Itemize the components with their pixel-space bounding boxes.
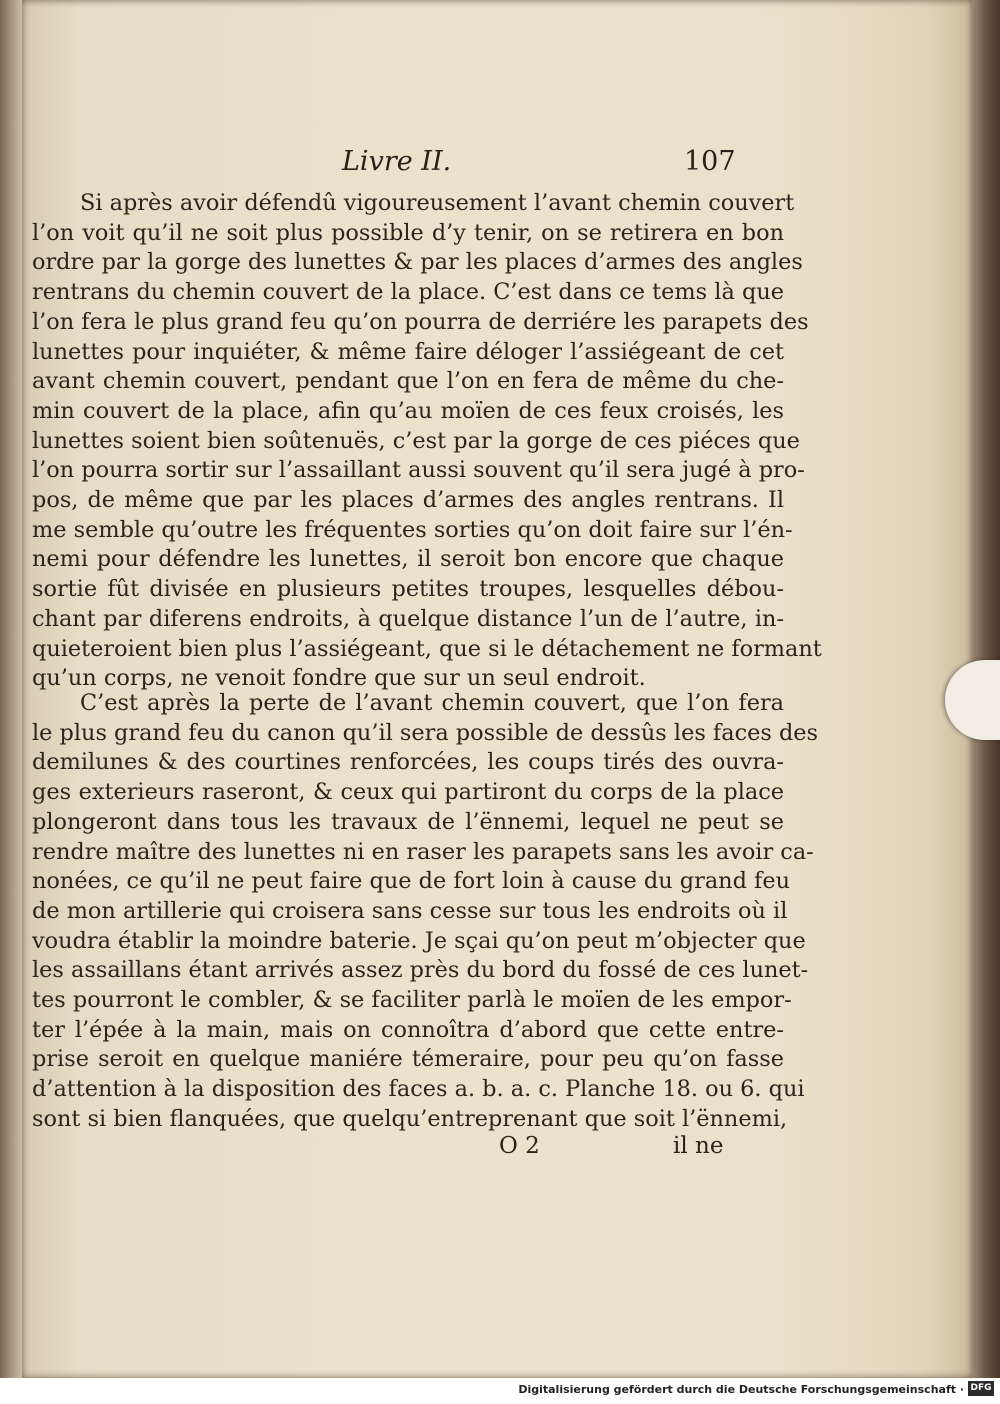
text-line: sont si bien flanquées, que quelqu’entreprenant que soit l’ënnemi, [32, 1105, 788, 1132]
text-line: prise seroit en quelque maniére témeraire, pour peu qu’on fasse [32, 1046, 784, 1073]
text-line: qu’un corps, ne venoit fondre que sur un seul endroit. [32, 665, 646, 692]
dfg-logo: DFG [968, 1381, 994, 1396]
text-line: nemi pour défendre les lunettes, il seroit bon encore que chaque [32, 546, 784, 573]
running-title: Livre II. [342, 146, 452, 177]
book-page [22, 0, 972, 1378]
text-line: C’est après la perte de l’avant chemin couvert, que l’on fera [80, 690, 784, 716]
text-line: lunettes soient bien soûtenuës, c’est par la gorge de ces piéces que [32, 427, 800, 454]
text-line: plongeront dans tous les travaux de l’ënnemi, lequel ne peut se [32, 808, 784, 835]
text-line: ter l’épée à la main, mais on connoîtra d’abord que cette entre- [32, 1016, 784, 1043]
text-line: Si après avoir défendû vigoureusement l’avant chemin couvert [80, 190, 795, 216]
page-foot-catchwords [22, 1133, 972, 1167]
text-line: voudra établir la moindre baterie. Je sçai qu’on peut m’objecter que [32, 927, 806, 954]
funding-credit: Digitalisierung gefördert durch die Deutsche Forschungsgemeinschaft · [518, 1383, 964, 1396]
text-line: lunettes pour inquiéter, & même faire déloger l’assiégeant de cet [32, 338, 784, 365]
text-line: demilunes & des courtines renforcées, les coups tirés des ouvra- [32, 749, 784, 776]
text-line: de mon artillerie qui croisera sans cesse sur tous les endroits où il [32, 897, 788, 924]
paragraph-1 [32, 189, 822, 694]
text-line: nonées, ce qu’il ne peut faire que de fort loin à cause du grand feu [32, 868, 791, 895]
page-header [22, 146, 972, 186]
text-line: tes pourront le combler, & se faciliter parlà le moïen de les empor- [32, 987, 792, 1014]
text-line: les assaillans étant arrivés assez près du bord du fossé de ces lunet- [32, 957, 809, 984]
text-line: rentrans du chemin couvert de la place. C’est dans ce tems là que [32, 279, 784, 306]
text-line: pos, de même que par les places d’armes des angles rentrans. Il [32, 487, 784, 514]
text-line: quieteroient bien plus l’assiégeant, que si le détachement ne formant [32, 635, 822, 662]
text-line: me semble qu’outre les fréquentes sorties qu’on doit faire sur l’én- [32, 516, 793, 543]
digitization-footer [0, 1378, 1000, 1404]
text-line: ges exterieurs raseront, & ceux qui partiront du corps de la place [32, 779, 784, 806]
paragraph-2 [32, 689, 819, 1135]
text-line: le plus grand feu du canon qu’il sera possible de dessûs les faces des [32, 719, 819, 746]
catchword: il ne [673, 1133, 724, 1159]
text-line: rendre maître des lunettes ni en raser les parapets sans les avoir ca- [32, 838, 814, 865]
text-line: ordre par la gorge des lunettes & par les places d’armes des angles [32, 249, 803, 276]
text-line: min couvert de la place, afin qu’au moïen de ces feux croisés, les [32, 397, 784, 424]
text-line: avant chemin couvert, pendant que l’on en fera de même du che- [32, 368, 784, 395]
text-line: d’attention à la disposition des faces a. b. a. c. Planche 18. ou 6. qui [32, 1076, 805, 1103]
page-number: 107 [684, 146, 736, 177]
text-line: l’on pourra sortir sur l’assaillant aussi souvent qu’il sera jugé à pro- [32, 457, 805, 484]
text-line: l’on fera le plus grand feu qu’on pourra de derriére les parapets des [32, 308, 809, 335]
text-line: chant par diferens endroits, à quelque distance l’un de l’autre, in- [32, 605, 784, 632]
text-line: l’on voit qu’il ne soit plus possible d’y tenir, on se retirera en bon [32, 219, 784, 246]
signature-mark: O 2 [499, 1133, 540, 1159]
text-line: sortie fût divisée en plusieurs petites troupes, lesquelles débou- [32, 576, 784, 603]
